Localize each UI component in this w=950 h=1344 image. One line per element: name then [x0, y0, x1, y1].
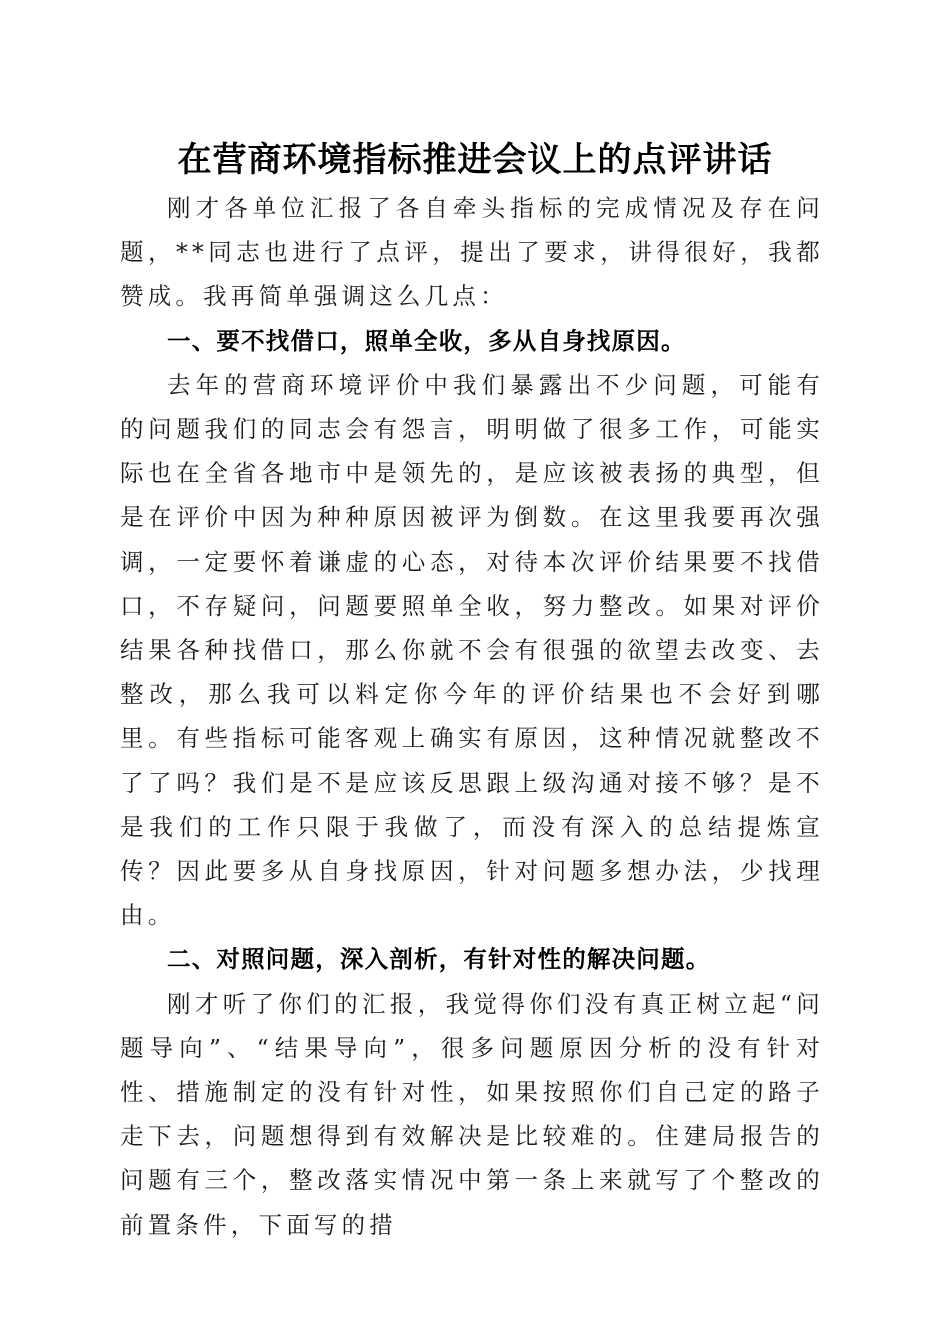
section-heading-2: 二、对照问题，深入剖析，有针对性的解决问题。 — [167, 945, 711, 974]
section-2-paragraph: 刚才听了你们的汇报，我觉得你们没有真正树立起“问题导向”、“结果导向”，很多问题原因分析的没有针对性、措施制定的没有针对性，如果按照你们自己定的路子走下去，问题想得到有效解决是比较难的。住建局报告的问题有三个，整改落实情况中第一条上来就写了个整改的前置条件，下面写的措 — [120, 989, 824, 1239]
intro-paragraph: 刚才各单位汇报了各自牵头指标的完成情况及存在问题，**同志也进行了点评，提出了要求，讲得很好，我都赞成。我再简单强调这么几点： — [120, 194, 824, 311]
section-heading-1: 一、要不找借口，照单全收，多从自身找原因。 — [167, 326, 686, 355]
document-title: 在营商环境指标推进会议上的点评讲话 — [177, 140, 773, 180]
document-body — [120, 186, 824, 1247]
section-1-paragraph: 去年的营商环境评价中我们暴露出不少问题，可能有的问题我们的同志会有怨言，明明做了很多工作，可能实际也在全省各地市中是领先的，是应该被表扬的典型，但是在评价中因为种种原因被评为倒数。在这里我要再次强调，一定要怀着谦虚的心态，对待本次评价结果要不找借口，不存疑问，问题要照单全收，努力整改。如果对评价结果各种找借口，那么你就不会有很强的欲望去改变、去整改，那么我可以料定你今年的评价结果也不会好到哪里。有些指标可能客观上确实有原因，这种情况就整改不了了吗？我们是不是应该反思跟上级沟通对接不够？是不是我们的工作只限于我做了，而没有深入的总结提炼宣传？因此要多从自身找原因，针对问题多想办法，少找理由。 — [120, 370, 824, 930]
